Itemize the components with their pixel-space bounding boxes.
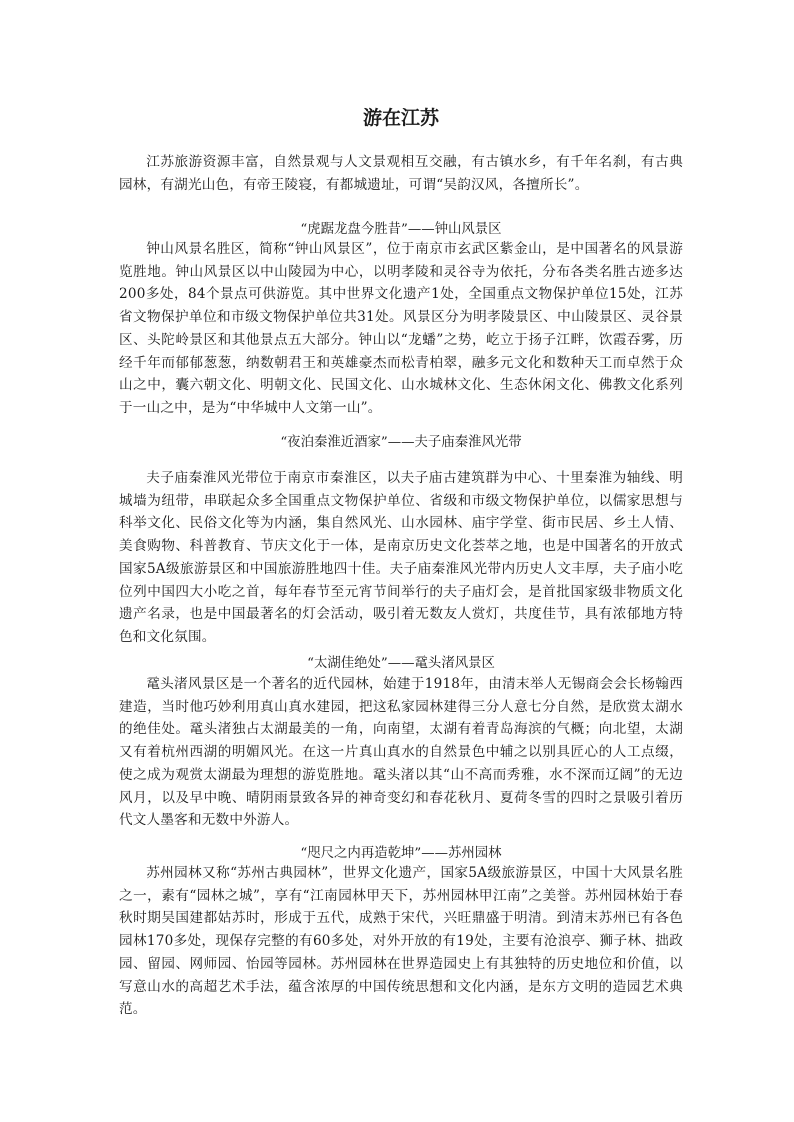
- section-zhongshan: [119, 220, 683, 240]
- section-heading: “虎踞龙盘今胜昔”——钟山风景区: [300, 222, 502, 237]
- section-body: 鼋头渚风景区是一个著名的近代园林，始建于1918年，由清末举人无锡商会会长杨翰西建造，当时他巧妙利用真山真水建园，把这私家园林建得三分人意七分自然，是欣赏太湖水的绝佳处。鼋头渚独占太湖最美的一角，向南望，太湖有着青岛海滨的气概；向北望，太湖又有着杭州西湖的明媚风光。在这一片真山真水的自然景色中辅之以别具匠心的人工点缀，使之成为观赏太湖最为理想的游览胜地。鼋头渚以其“山不高而秀雅，水不深而辽阔”的无边风月，以及早中晚、晴阴雨景致各异的神奇变幻和春花秋月、夏荷冬雪的四时之景吸引着历代文人墨客和无数中外游人。: [119, 676, 683, 829]
- section-suzhou-gardens: [119, 844, 683, 864]
- intro-paragraph: 江苏旅游资源丰富，自然景观与人文景观相互交融，有古镇水乡，有千年名刹，有古典园林，有湖光山色，有帝王陵寝，有都城遗址，可谓“吴韵汉风，各擅所长”。: [119, 154, 683, 193]
- section-fuzimiao: [119, 433, 683, 453]
- section-body: 苏州园林又称“苏州古典园林”，世界文化遗产，国家5A级旅游景区，中国十大风景名胜之一，素有“园林之城”，享有“江南园林甲天下，苏州园林甲江南”之美誉。苏州园林始于春秋时期吴国建都姑苏时，形成于五代，成熟于宋代，兴旺鼎盛于明清。到清末苏州已有各色园林170多处，现保存完整的有60多处，对外开放的有19处，主要有沧浪亭、狮子林、拙政园、留园、网师园、怡园等园林。苏州园林在世界造园史上有其独特的历史地位和价值，以写意山水的高超艺术手法，蕴含浓厚的中国传统思想和文化内涵，是东方文明的造园艺术典范。: [119, 865, 683, 1018]
- section-heading: “咫尺之内再造乾坤”——苏州园林: [300, 846, 502, 861]
- section-heading: “夜泊秦淮近酒家”——夫子庙秦淮风光带: [280, 435, 522, 450]
- section-heading: “太湖佳绝处”——鼋头渚风景区: [307, 656, 495, 671]
- section-body: 钟山风景名胜区，简称“钟山风景区”，位于南京市玄武区紫金山，是中国著名的风景游览胜地。钟山风景区以中山陵园为中心，以明孝陵和灵谷寺为依托，分布各类名胜古迹多达200多处，84个景点可供游览。其中世界文化遗产1处，全国重点文物保护单位15处，江苏省文物保护单位和市级文物保护单位共31处。风景区分为明孝陵景区、中山陵景区、灵谷景区、头陀岭景区和其他景点五大部分。钟山以“龙蟠”之势，屹立于扬子江畔，饮霞吞雾，历经千年而郁郁葱葱，纳数朝君王和英雄豪杰而松青柏翠，融多元文化和数种天工而卓然于众山之中，囊六朝文化、明朝文化、民国文化、山水城林文化、生态休闲文化、佛教文化系列于一山之中，是为“中华城中人文第一山”。: [119, 241, 683, 416]
- section-yuantouzhu: [119, 654, 683, 674]
- document-title: 游在江苏: [362, 107, 439, 129]
- section-body: 夫子庙秦淮风光带位于南京市秦淮区，以夫子庙古建筑群为中心、十里秦淮为轴线、明城墙为纽带，串联起众多全国重点文物保护单位、省级和市级文物保护单位，以儒家思想与科举文化、民俗文化等为内涵，集自然风光、山水园林、庙宇学堂、街市民居、乡土人情、美食购物、科普教育、节庆文化于一体，是南京历史文化荟萃之地，也是中国著名的开放式国家5A级旅游景区和中国旅游胜地四十佳。夫子庙秦淮风光带内历史人文丰厚，夫子庙小吃位列中国四大小吃之首，每年春节至元宵节间举行的夫子庙灯会，是首批国家级非物质文化遗产名录，也是中国最著名的灯会活动，吸引着无数友人赏灯，共度佳节，具有浓郁地方特色和文化氛围。: [119, 470, 683, 645]
